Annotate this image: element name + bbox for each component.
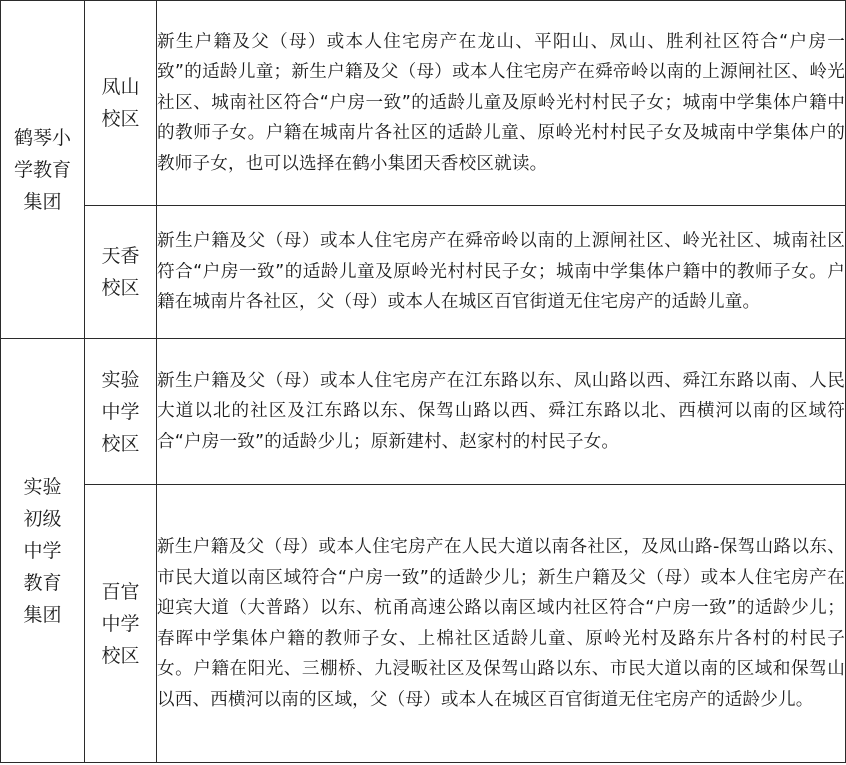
campus-name: 实验 中学 校区 <box>101 368 140 455</box>
campus-name: 天香 校区 <box>101 245 140 299</box>
group-name: 鹤琴小 学教育 集团 <box>13 126 71 213</box>
table-row <box>1 1 846 206</box>
group-name: 实验 初级 中学 教育 集团 <box>23 475 62 626</box>
campus-description-fengshan: 新生户籍及父（母）或本人住宅房产在龙山、平阳山、凤山、胜利社区符合“户房一致”的适龄儿童；新生户籍及父（母）或本人住宅房产在舜帝岭以南的上源闸社区、岭光社区、城南社区符合“户房一致”的适龄儿童及原岭光村村民子女；城南中学集体户籍中的教师子女。户籍在城南片各社区的适龄儿童、原岭光村村民子女及城南中学集体户的教师子女，也可以选择在鹤小集团天香校区就读。 <box>157 1 846 206</box>
campus-name: 凤山 校区 <box>101 76 140 130</box>
campus-cell-fengshan <box>85 1 157 206</box>
campus-name: 百官 中学 校区 <box>101 580 140 667</box>
table-row <box>1 485 846 763</box>
table-row <box>1 339 846 485</box>
campus-cell-shiyan <box>85 339 157 485</box>
group-cell-heqin <box>1 1 85 339</box>
campus-cell-baiguan <box>85 485 157 763</box>
campus-description-baiguan: 新生户籍及父（母）或本人住宅房产在人民大道以南各社区，及凤山路-保驾山路以东、市民大道以南区域符合“户房一致”的适龄少儿；新生户籍及父（母）或本人住宅房产在迎宾大道（大普路）以东、杭甬高速公路以南区域内社区符合“户房一致”的适龄少儿；春晖中学集体户籍的教师子女、上棉社区适龄儿童、原岭光村及路东片各村的村民子女。户籍在阳光、三棚桥、九浸畈社区及保驾山路以东、市民大道以南的区域和保驾山以西、西横河以南的区域，父（母）或本人在城区百官街道无住宅房产的适龄少儿。 <box>157 485 846 763</box>
table-row <box>1 206 846 339</box>
campus-description-shiyan: 新生户籍及父（母）或本人住宅房产在江东路以东、凤山路以西、舜江东路以南、人民大道以北的社区及江东路以东、保驾山路以西、舜江东路以北、西横河以南的区域符合“户房一致”的适龄少儿；原新建村、赵家村的村民子女。 <box>157 339 846 485</box>
group-cell-shiyan <box>1 339 85 763</box>
campus-cell-tianxiang <box>85 206 157 339</box>
campus-description-tianxiang: 新生户籍及父（母）或本人住宅房产在舜帝岭以南的上源闸社区、岭光社区、城南社区符合“户房一致”的适龄儿童及原岭光村村民子女；城南中学集体户籍中的教师子女。户籍在城南片各社区，父（母）或本人在城区百官街道无住宅房产的适龄儿童。 <box>157 206 846 339</box>
